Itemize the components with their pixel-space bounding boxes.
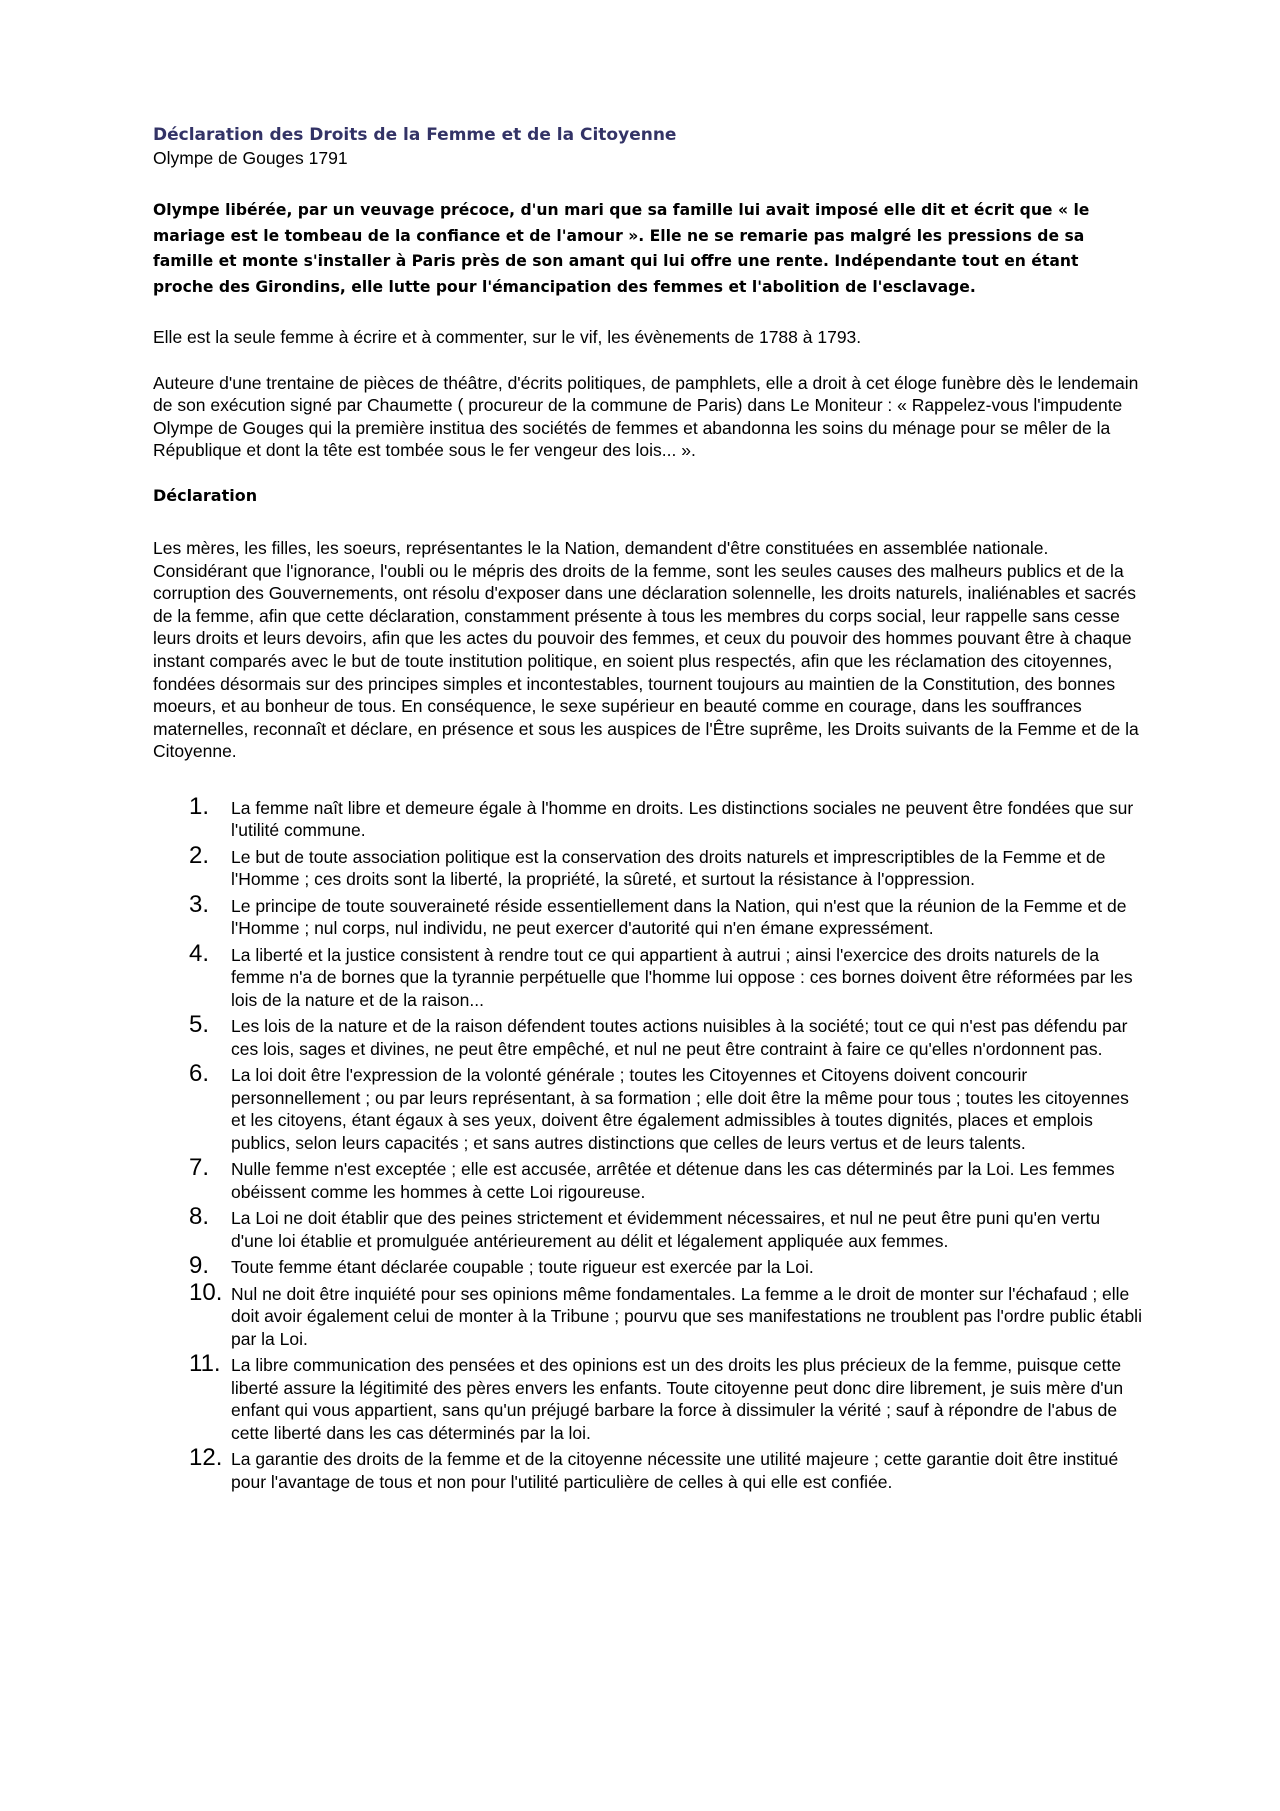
article-item — [153, 1011, 1143, 1060]
article-text: La Loi ne doit établir que des peines strictement et évidemment nécessaires, et nul ne peut être puni qu'en vertu d'une loi établie et promulguée antérieurement au délit et légalement appliquée aux femmes. — [231, 1208, 1101, 1251]
article-number: 3. — [189, 890, 210, 918]
article-number: 4. — [189, 939, 210, 967]
articles-list — [153, 792, 1143, 1494]
document-subtitle: Olympe de Gouges 1791 — [153, 148, 348, 168]
section-heading: Déclaration — [153, 485, 258, 505]
article-number: 7. — [189, 1154, 210, 1182]
article-item — [153, 890, 1143, 940]
article-item — [153, 1444, 1143, 1493]
paragraph-2: Auteure d'une trentaine de pièces de théâtre, d'écrits politiques, de pamphlets, elle a droit à cet éloge funèbre dès le lendemain de son exécution signé par Chaumette ( procureur de la commune de Paris) dans Le Moniteur : « Rappelez-vous l'impudente Olympe de Gouges qui la première institua des sociétés de femmes et abandonna les soins du ménage pour se mêler de la République et dont la tête est tombée sous le fer vengeur des lois... ». — [153, 372, 1139, 461]
article-number: 1. — [189, 792, 210, 820]
article-number: 11. — [189, 1350, 221, 1378]
intro-paragraph: Olympe libérée, par un veuvage précoce, d'un mari que sa famille lui avait imposé elle dit et écrit que « le mariage est le tombeau de la confiance et de l'amour ». Elle ne se remarie pas malgré les pressions de sa famille et monte s'installer à Paris près de son amant qui lui offre une rente. Indépendante tout en étant proche des Girondins, elle lutte pour l'émancipation des femmes et l'abolition de l'esclavage. — [153, 201, 1090, 296]
article-number: 6. — [189, 1060, 210, 1088]
article-text: La femme naît libre et demeure égale à l'homme en droits. Les distinctions sociales ne peuvent être fondées que sur l'utilité commune. — [231, 797, 1134, 841]
article-text: Toute femme étant déclarée coupable ; toute rigueur est exercée par la Loi. — [231, 1257, 814, 1278]
article-item — [153, 939, 1143, 1012]
document-title: Déclaration des Droits de la Femme et de la Citoyenne — [153, 125, 677, 145]
article-text: La garantie des droits de la femme et de la citoyenne nécessite une utilité majeure ; cette garantie doit être institué pour l'avantage de tous et non pour l'utilité particulière de celles à qui elle est confiée. — [231, 1449, 1119, 1492]
article-item — [153, 1252, 1143, 1280]
article-text: Nul ne doit être inquiété pour ses opinions même fondamentales. La femme a le droit de monter sur l'échafaud ; elle doit avoir également celui de monter à la Tribune ; pourvu que ses manifestations ne troublent pas l'ordre public établi par la Loi. — [231, 1283, 1142, 1349]
article-text: La liberté et la justice consistent à rendre tout ce qui appartient à autrui ; ainsi l'exercice des droits naturels de la femme n'a de bornes que la tyrannie perpétuelle que l'homme lui oppose : ces bornes doivent être réformées par les lois de la nature et de la raison... — [231, 944, 1133, 1010]
article-text: Le but de toute association politique est la conservation des droits naturels et imprescriptibles de la Femme et de l'Homme ; ces droits sont la liberté, la propriété, la sûreté, et surtout la résistance à l'oppression. — [231, 846, 1106, 890]
article-number: 12. — [189, 1444, 223, 1472]
article-text: La libre communication des pensées et des opinions est un des droits les plus précieux de la femme, puisque cette liberté assure la légitimité des pères envers les enfants. Toute citoyenne peut donc dire librement, je suis mère d'un enfant qui vous appartient, sans qu'un préjugé barbare la force à dissimuler la vérité ; sauf à répondre de l'abus de cette liberté dans les cas déterminés par la loi. — [231, 1355, 1124, 1443]
article-item — [153, 1154, 1143, 1203]
article-item — [153, 1203, 1143, 1252]
paragraph-1: Elle est la seule femme à écrire et à commenter, sur le vif, les évènements de 1788 à 1793. — [153, 327, 862, 347]
preamble-paragraph: Les mères, les filles, les soeurs, représentantes le la Nation, demandent d'être constituées en assemblée nationale. Considérant que l'ignorance, l'oubli ou le mépris des droits de la femme, sont les seules causes des malheurs publics et de la corruption des Gouvernements, ont résolu d'exposer dans une déclaration solennelle, les droits naturels, inaliénables et sacrés de la femme, afin que cette déclaration, constamment présente à tous les membres du corps social, leur rappelle sans cesse leurs droits et leurs devoirs, afin que les actes du pouvoir des femmes, et ceux du pouvoir des hommes pouvant être à chaque instant comparés avec le but de toute institution politique, en soient plus respectés, afin que les réclamation des citoyennes, fondées désormais sur des principes simples et incontestables, tournent toujours au maintien de la Constitution, des bonnes moeurs, et au bonheur de tous. En conséquence, le sexe supérieur en beauté comme en courage, dans les souffrances maternelles, reconnaît et déclare, en présence et sous les auspices de l'Être suprême, les Droits suivants de la Femme et de la Citoyenne. — [153, 537, 1139, 762]
article-number: 8. — [189, 1203, 210, 1231]
article-text: La loi doit être l'expression de la volonté générale ; toutes les Citoyennes et Citoyens doivent concourir personnellement ; ou par leurs représentant, à sa formation ; elle doit être la même pour tous ; toutes les citoyennes et les citoyens, étant égaux à ses yeux, doivent être également admissibles à toutes dignités, places et emplois publics, selon leurs capacités ; et sans autres distinctions que celles de leurs vertus et de leurs talents. — [231, 1065, 1129, 1153]
article-text: Nulle femme n'est exceptée ; elle est accusée, arrêtée et détenue dans les cas déterminés par la Loi. Les femmes obéissent comme les hommes à cette Loi rigoureuse. — [231, 1159, 1115, 1202]
article-number: 9. — [189, 1252, 210, 1280]
document-page — [153, 124, 1143, 1497]
article-item — [153, 1060, 1143, 1154]
article-text: Le principe de toute souveraineté réside essentiellement dans la Nation, qui n'est que la réunion de la Femme et de l'Homme ; nul corps, nul individu, ne peut exercer d'autorité qui n'en émane expressément. — [231, 895, 1127, 939]
article-item — [153, 1278, 1143, 1351]
article-number: 5. — [189, 1011, 210, 1039]
article-item — [153, 792, 1143, 842]
article-number: 10. — [189, 1278, 223, 1306]
article-item — [153, 841, 1143, 891]
article-number: 2. — [189, 841, 210, 869]
article-text: Les lois de la nature et de la raison défendent toutes actions nuisibles à la société; tout ce qui n'est pas défendu par ces lois, sages et divines, ne peut être empêché, et nul ne peut être contraint à faire ce qu'elles n'ordonnent pas. — [231, 1016, 1128, 1059]
article-item — [153, 1350, 1143, 1444]
